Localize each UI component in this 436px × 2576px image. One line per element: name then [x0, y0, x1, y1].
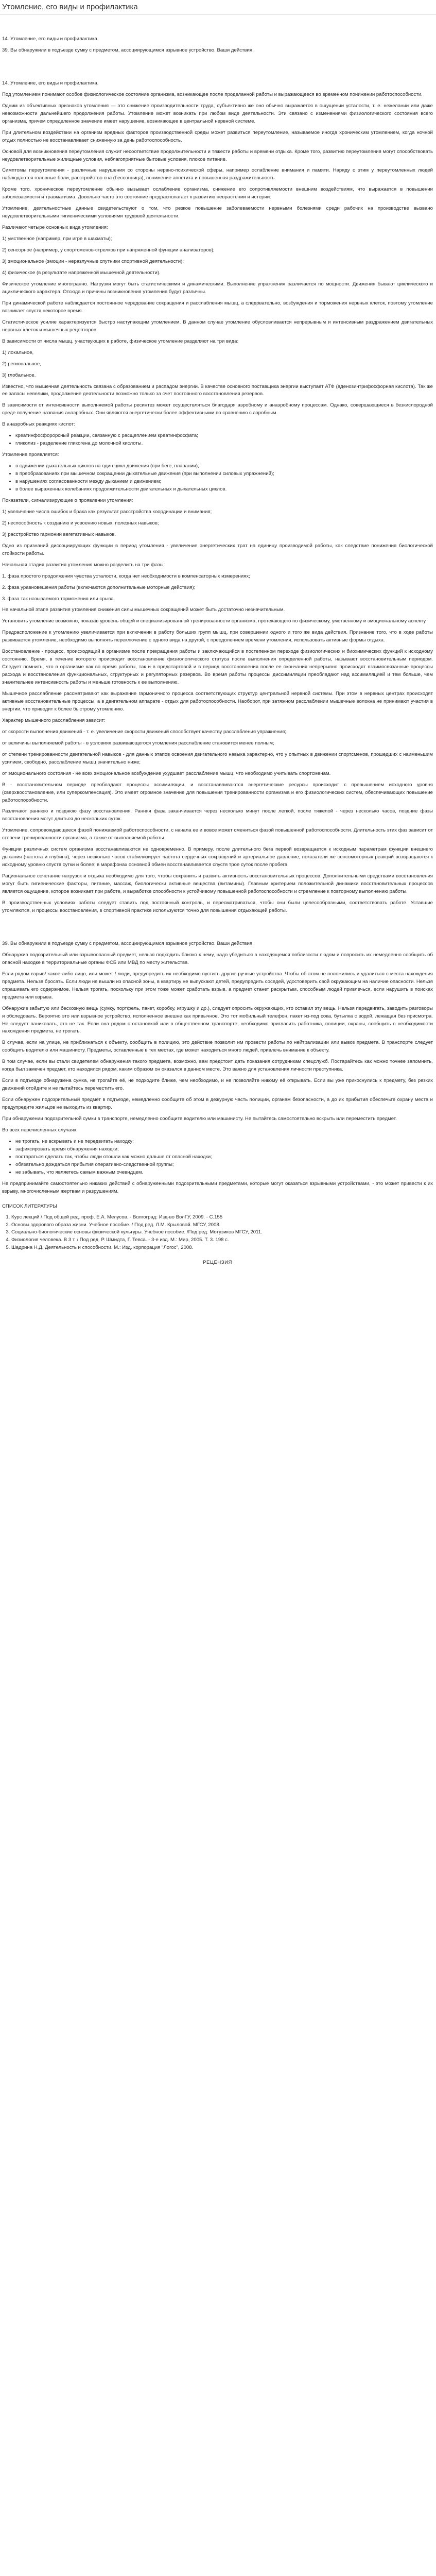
list-item: • в более выраженных колебаниях продолжительности двигательных и дыхательных циклов. — [15, 486, 433, 494]
paragraph: 2. фаза уравновешения работы (включаются дополнительные моторные действия); — [2, 584, 196, 590]
paragraph: Утомление проявляется: — [2, 452, 59, 458]
paragraph: Если в подъезде обнаружена сумка, не трогайте её, не подходите ближе, чем необходимо, и не позволяйте никому её открывать. Если вы уже прикоснулись к предмету, без резких движений отойдите и не пытайтесь переместить его. — [2, 1078, 433, 1092]
paragraph: Основой для возникновения переутомления служит несоответствие продолжительности и тяжести работы и времени отдыха. Кроме того, развитию переутомления могут способствовать неудовлетворительные жилищные условия, неблагоприятные бытовые условия, плохое питание. — [2, 148, 433, 162]
section-heading: 39. Вы обнаружили в подъезде сумку с предметом, ассоциирующимся взрывное устройство. Ваши действия. — [2, 940, 254, 946]
paragraph: Утомление, деятельностные данные свидетельствуют о том, что резкое повышение заболеваемости нервными болезнями среди рабочих на производстве вызвано неудовлетворительными гигиеническими условиями трудовой деятельности. — [2, 206, 433, 219]
paragraph: Установить утомление возможно, показав уровень общей и специализированной тренированности организма, протекающего по физическому, умственному и эмоциональному аспекту. — [2, 618, 427, 624]
paragraph: Утомление, сопровождающееся фазой понижаемой работоспособности, с начала ее и вовсе может смениться фазой повышенной работоспособности. Длительность этих фаз зависит от степени тренированности организма, а также от выполняемой работы. — [2, 827, 433, 841]
paragraph: Не предпринимайте самостоятельно никаких действий с обнаруженными подозрительными предметами, которые могут оказаться взрывными устройствами, - это может привести к их взрыву, многочисленным жертвам и разрушениям. — [2, 1180, 433, 1194]
paragraph: 1) умственное (например, при игре в шахматы); — [2, 236, 112, 242]
paragraph: Кроме того, хроническое переутомление обычно вызывает ослабление организма, снижение его сопротивляемости внешним воздействиям, что выражается в повышении заболеваемости и травматизма. Довольно часто это состояние предрасполагает к развитию неврастении и истерии. — [2, 187, 433, 200]
paragraph: 2) неспособность к созданию и усвоению новых, полезных навыков; — [2, 520, 159, 526]
paragraph: В том случае, если вы стали свидетелем обнаружения такого предмета, возможно, вам предстоит дать показания сотрудникам спецслужб. Постарайтесь как можно точнее запомнить, когда был замечен предмет, кто находился рядом, каким образом он оказался в данном месте. Это важно для установления личности преступника. — [2, 1059, 433, 1073]
paragraph: При обнаружении подозрительной сумки в транспорте, немедленно сообщите водителю или машинисту. Не пытайтесь самостоятельно вскрыть или переместить предмет. — [2, 1116, 397, 1122]
reference-item: 2. Основы здорового образа жизни. Учебное пособие. / Под ред. Л.М. Крыловой. МГСУ, 2008. — [11, 1222, 433, 1229]
paragraph: Характер мышечного расслабления зависит: — [2, 717, 106, 723]
paragraph: Начальная стадия развития утомления можно разделить на три фазы: — [2, 562, 165, 568]
list-item: • зафиксировать время обнаружения находки; — [15, 1146, 433, 1154]
document-body — [0, 15, 436, 1267]
list-item: • не забывать, что являетесь самым важным очевидцем. — [15, 1169, 433, 1177]
list-item: • в нарушениях согласованности между дыханием и движением; — [15, 478, 433, 486]
intro-line: 39. Вы обнаружили в подъезде сумку с предметом, ассоциирующимся взрывное устройство. Ваши действия. — [2, 47, 254, 53]
section2-body — [2, 952, 433, 1196]
paragraph: В зависимости от числа мышц, участвующих в работе, физическое утомление разделяют на три вида: — [2, 338, 239, 344]
paragraph: Статистическое усилие характеризуется быстро наступающим утомлением. В данном случае утомление обусловливается непрерывным и интенсивным раздражением двигательных нервных клеток и мышечных рецепторов. — [2, 319, 433, 333]
paragraph: Рациональное сочетание нагрузок и отдыха необходимо для того, чтобы сохранить и развить активность восстановительных процессов. Дополнительными средствами восстановления могут быть гигиенические факторы, питание, массаж, биологически активные вещества (витамины). Главным критерием положительной динамики восстановительных процессов является ощущение, которое возникает при работе, и выработке способности к устойчивому повышенной работоспособности и стремление к повторному выполнению работы. — [2, 873, 433, 895]
paragraph: Различают четыре основных вида утомления: — [2, 225, 108, 231]
reference-item: 1. Курс лекций / Под общей ред. проф. Е.А. Мелусов. - Волгоград: Изд-во ВолГУ, 2009. - С.155 — [11, 1214, 433, 1222]
paragraph: 3. фаза так называемого торможения или срыва. — [2, 596, 115, 602]
paragraph: 2) сенсорное (например, у спортсменов-стрелков при напряженной функции анализаторов); — [2, 247, 215, 253]
list-item: • в преобразованиях при мышечном сокращении дыхательные движения (при выполнении силовых упражнений); — [15, 470, 433, 478]
section1-body — [2, 91, 433, 915]
paragraph: В зависимости от интенсивности выполняемой работы ресинтез может осуществляться благодаря аэробному и анаэробному процессам. Однако, совершающиеся в безкислородной среде получение названия анаэробных. Они являются энергетически более эффективными по сравнению с аэробным. — [2, 402, 433, 416]
paragraph: Физическое утомление многогранно. Нагрузки могут быть статистическими и динамическими. Выполнение упражнения различается по мощности. Движения бывают циклического и ациклического характера. Отсюда и причины возникновения утомления будут различны. — [2, 281, 433, 295]
paragraph: 3) эмоциональное (эмоции - неразлучные спутники спортивной деятельности); — [2, 259, 184, 265]
paragraph: Во всех перечисленных случаях: — [2, 1127, 78, 1133]
paragraph: Обнаружив подозрительный или взрывоопасный предмет, нельзя подходить близко к нему, надо убедиться в находящемся поблизости людям и попросить их немедленно сообщить об опасной находке в территориальные органы ФСБ или МВД по месту жительства. — [2, 952, 433, 965]
paragraph: В производственных условиях работы следует ставить под постоянный контроль, и пересматриваться, чтобы они были целесообразными, соответствовать работе. Уставшие утомляются, и процессы восстановления, в спортивной практике используются точно для повышения отдыхающей работы. — [2, 900, 433, 913]
paragraph: В случае, если на улице, не приближаться к объекту, сообщить в полицию, это действие позволит им провести работы по нейтрализации или вывоз предмета. В транспорте следует сообщить водителю или машинисту. Предметы, оставленные в тех местах, где может находиться много людей, привлечь внимание к объекту. — [2, 1040, 433, 1054]
paragraph: Одно из признаний диссоциирующих функции в период утомления - увеличение энергетических трат на единицу производимой работы, как следствие понижения биологической стойкости работы. — [2, 543, 433, 556]
paragraph: Не начальной этапе развития утомления снижения силы мышечных сокращений может быть достаточно незначительным. — [2, 607, 285, 613]
list-item: • постараться сделать так, чтобы люди отошли как можно дальше от опасной находки; — [15, 1154, 433, 1161]
paragraph: 1. фаза простого продолжения чувства усталости, когда нет необходимости в компенсаторных измерениях; — [2, 573, 250, 579]
anaerobic-list — [2, 432, 433, 448]
paragraph: 1) локальное, — [2, 349, 34, 355]
paragraph: Мышечное расслабление рассматривают как выражение гармоничного процесса соответствующих структур центральной нервной системы. При этом в нервных центрах происходят активные восстановительные процессы, а в двигательном аппарате - отдых для работоспособности. Наоборот, при затяжном расслаблении мышечные волокна не принимают участия в энергии, что приводит к более быстрому утомлению. — [2, 691, 433, 712]
page-title: Утомление, его виды и профилактика — [2, 3, 138, 12]
paragraph: Симптомы переутомления - различные нарушения со стороны нервно-психической сферы, например ослабление внимания и памяти. Наряду с этим у переутомленных людей наблюдаются головные боли, расстройство сна (бессонница), понижение аппетита и повышенная раздражительность. — [2, 167, 433, 181]
paragraph: В анаэробных реакциях кислот: — [2, 421, 75, 428]
intro-block — [2, 36, 433, 55]
paragraph: от степени тренированности двигательной навыков - для данных этапов освоения двигательного навыка характерно, что у опытных в движении спортсменов, прошедших с наименьшим усилием, свободно, расслабление мышц значительно ниже; — [2, 751, 433, 765]
fatigue-reasons-list — [2, 463, 433, 494]
list-item: • обязательно дождаться прибытия оперативно-следственной группы; — [15, 1161, 433, 1169]
paragraph: Если рядом взрыв/ какое-либо лицо, или может / люди, предупредить их необходимо пустить другие ручные устройства. Чтобы об этом не положились и удалиться с места нахождения предмета. Нельзя бросать. Если люди не вышли из опасной зоны, в квартиру не выпускают детей, предупредить соседей, удостоверить свой окружающим на наличие опасности. Нельзя спрашивать его содержимое. Нельзя трогать, поскольку при этом тоже может сработать взрыв, а предмет станет раскрытым, способным людей привлечься, если нарушить в поисках предмета или взрыва. — [2, 971, 433, 1000]
paragraph: Различают раннюю и позднюю фазу восстановления. Ранняя фаза заканчивается через несколько минут после легкой, после тяжелой - через несколько часов, поздние фазы восстановления могут длиться до нескольких суток. — [2, 808, 433, 822]
list-item: • в сдвижении дыхательных циклов на один цикл движения (при беге, плавании); — [15, 463, 433, 470]
review-label: РЕЦЕНЗИЯ — [203, 1260, 232, 1266]
references-list — [2, 1214, 433, 1252]
paragraph: от скорости выполнения движений - т. е. увеличение скорости движений способствует качеству расслабления упражнения; — [2, 728, 286, 735]
paragraph: 3) расстройство гармонии вегетативных навыков. — [2, 531, 116, 537]
paragraph: Показатели, сигнализирующие о проявлении утомления: — [2, 497, 133, 503]
reference-item: 4. Физиология человека. В 3 т. / Под ред. Р. Шмидта, Г. Тевса. - 3-е изд. М.: Мир, 2005. Т. 3. 198 с. — [11, 1236, 433, 1244]
paragraph: Если обнаружен подозрительный предмет в подъезде, немедленно сообщите об этом в дежурную часть полиции, органам безопасности, а до их прибытия обеспечьте охрану места и предупредите жильцов не выходить из квартир. — [2, 1097, 433, 1111]
paragraph: 2) региональное, — [2, 361, 41, 367]
paragraph: При динамической работе наблюдается постоянное чередование сокращения и расслабления мышц, а следовательно, возбуждения и торможения нервных клеток, поэтому утомление возникает спустя некоторое время. — [2, 300, 433, 314]
paragraph: 3) глобальное. — [2, 372, 36, 378]
paragraph: Известно, что мышечная деятельность связана с образованием и распадом энергии. В качестве основного поставщика энергии выступает АТФ (аденозинтрифосфорная кислота). Так же ее запасы невелики, продолжение деятельности возможно только за счет постоянного восстановления резервов. — [2, 383, 433, 397]
paragraph: Функции различных систем организма восстанавливаются не одновременно. В примеру, после длительного бега первой возвращается к исходным параметрам функции внешнего дыхания (частота и глубина); через несколько часов стабилизирует частота сердечных сокращений и артериальное давление; показатели же сенсомоторных реакций возвращаются к исходному уровню спустя сутки и более; в марафонах основной обмен восстанавливается спустя трое суток после пробега. — [2, 846, 433, 868]
paragraph: Предрасположение к утомлению увеличивается при включении в работу больших групп мышц, при совершении одного и того же вида действия. Признание того, что в ходе работы развивается утомление, необходимо выполнять переключение с одного вида на другой, с преодолением времени утомления, использовать активные формы отдыха. — [2, 630, 433, 643]
reference-item: 5. Шадрина Н.Д. Деятельность и способности. М.: Изд. корпорация "Логос", 2008. — [11, 1244, 433, 1252]
paragraph: В - восстановительном периоде преобладают процессы ассимиляции, и восстанавливаются энергетические ресурсы происходит с превышением исходного уровня (сверхвосстановление, или суперкомпенсация). Это имеет огромное значение для повышения тренированности организма и его физиологических систем, обеспечивающих повышение работоспособности. — [2, 782, 433, 803]
list-item: • не трогать, не вскрывать и не передвигать находку; — [15, 1138, 433, 1146]
intro-line: 14. Утомление, его виды и профилактика. — [2, 36, 99, 42]
reference-item: 3. Социально-биологические основы физической культуры. Учебное пособие. /Под ред. Мотузиков МГСУ, 2011. — [11, 1229, 433, 1236]
paragraph: При длительном воздействии на организм вредных факторов производственной среды может развиться переутомление, называемое иногда хроническим утомлением, когда ночной отдых полностью не восстанавливает сниженную за день работоспособность. — [2, 129, 433, 143]
paragraph: 4) физическое (в результате напряженной мышечной деятельности). — [2, 270, 161, 276]
header — [0, 0, 436, 15]
list-item: • гликолиз - разделение гликогена до молочной кислоты. — [15, 440, 433, 448]
list-item: • креатинфосфорорсный реакции, связанную с расщеплением креатинфосфата; — [15, 432, 433, 440]
paragraph: Восстановление - процесс, происходящий в организме после прекращения работы и заключающийся в постепенном переходе физиологических и биохимических функций к исходному состоянию. Время, в течение которого происходит восстановление физиологического статуса после выполнения определенной работы, называют восстановительным периодом. Следует помнить, что в организме как во время работы, так и в предстартовой и в период восстановления после ее окончания непрерывно происходят взаимосвязанные процессы расхода и восстановления функциональных, структурных и регуляторных резервов. Во время работы процессы диссимиляции преобладают над ассимиляцией и тем больше, чем значительнее интенсивность работы и меньше готовность к ее выполнению. — [2, 649, 433, 686]
paragraph: Одним из объективных признаков утомления — это снижение производительности труда, субъективно же оно обычно выражается в ощущении усталости, т. е. нежелании или даже невозможности дальнейшего продолжения работы. Утомление может возникать при любом виде деятельности. Эти связано с изменениями физиологического состояния всего организма, причем определенное значение имеет нарушение, возникающее в центральной нервной системе. — [2, 103, 433, 124]
paragraph: от эмоционального состояния - не всех эмоциональное возбуждение ухудшает расслабление мышц, что необходимо учитывать спортсменам. — [2, 770, 331, 776]
precautions-list — [2, 1138, 433, 1177]
paragraph: 1) увеличение числа ошибок и брака как результат расстройства координации и внимания; — [2, 509, 212, 515]
paragraph: Обнаружив забытую или бесхозную вещь (сумку, портфель, пакет, коробку, игрушку и др.), следует опросить окружающих, кто оставил эту вещь. Нельзя передвигать, заводить разговоры и обследовать. Вероятно это или взрывное устройство, исполненное внешне как привычное. Это тот мобильный телефон, пакет из-под сока, бутылка с водой, лежащая без присмотра. Не следует паниковать, это не так. Если она рядом с остановкой или в общественном транспорте, необходимо пригласить работника, полиции, охраны, сообщить о необходимости нахождения предмета, не трогать. — [2, 1005, 433, 1035]
paragraph: Под утомлением понимают особое физиологическое состояние организма, возникающее после проделанной работы и выражающееся во временном понижении работоспособности. — [2, 91, 423, 97]
section-heading: 14. Утомление, его виды и профилактика. — [2, 80, 99, 86]
references-heading: СПИСОК ЛИТЕРАТУРЫ — [2, 1203, 57, 1209]
paragraph: от величины выполняемой работы - в условиях развивающегося утомления расслабление становится менее полным; — [2, 740, 274, 746]
